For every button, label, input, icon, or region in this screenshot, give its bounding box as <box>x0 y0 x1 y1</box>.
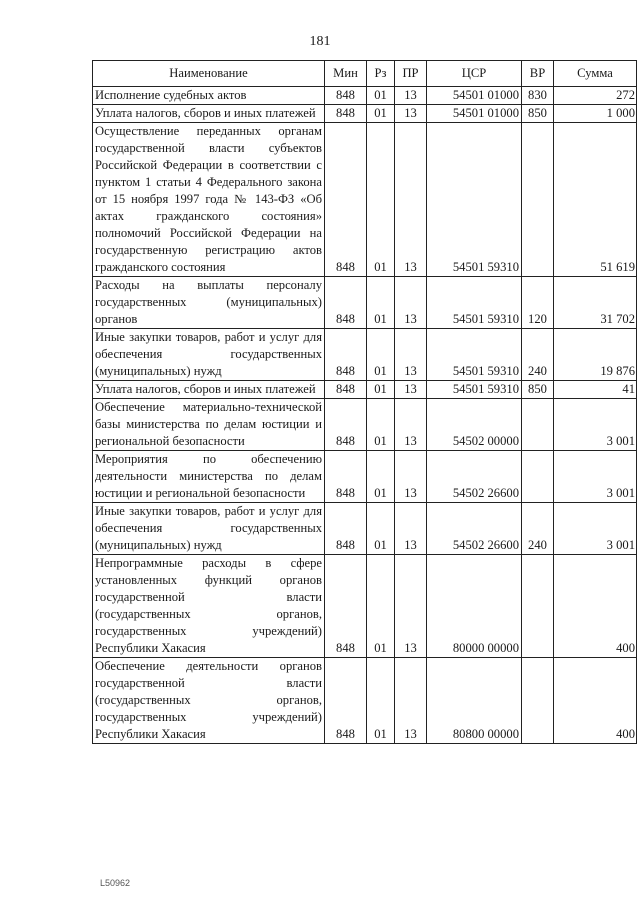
cell-sum: 400 <box>554 555 637 658</box>
cell-name: Обеспечение деятельности органов государственной власти (государственных органов, государственных учреждений) Республики Хакасия <box>93 658 325 744</box>
cell-min: 848 <box>325 555 367 658</box>
cell-sum: 3 001 <box>554 399 637 451</box>
header-name: Наименование <box>93 61 325 87</box>
cell-sum: 3 001 <box>554 503 637 555</box>
page-number: 181 <box>309 34 331 49</box>
cell-vr: 830 <box>522 87 554 105</box>
cell-sum: 51 619 <box>554 123 637 277</box>
cell-sum: 3 001 <box>554 451 637 503</box>
cell-vr <box>522 123 554 277</box>
cell-name: Обеспечение материально-технической базы министерства по делам юстиции и региональной безопасности <box>93 399 325 451</box>
cell-csr: 54501 59310 <box>427 277 522 329</box>
cell-rz: 01 <box>367 277 395 329</box>
table-row <box>93 123 637 277</box>
cell-name: Осуществление переданных органам государственной власти субъектов Российской Федерации в соответствии с пунктом 1 статьи 4 Федерального закона от 15 ноября 1997 года № 143-ФЗ «Об актах гражданского состояния» полномочий Российской Федерации на государственную регистрацию актов гражданского состояния <box>93 123 325 277</box>
cell-rz: 01 <box>367 381 395 399</box>
cell-name: Уплата налогов, сборов и иных платежей <box>93 105 325 123</box>
table-row <box>93 87 637 105</box>
cell-csr: 54502 26600 <box>427 503 522 555</box>
header-csr: ЦСР <box>427 61 522 87</box>
table-row <box>93 451 637 503</box>
header-sum: Сумма <box>554 61 637 87</box>
cell-pr: 13 <box>395 658 427 744</box>
cell-pr: 13 <box>395 555 427 658</box>
table-body <box>93 87 637 744</box>
cell-min: 848 <box>325 329 367 381</box>
cell-min: 848 <box>325 399 367 451</box>
cell-csr: 80800 00000 <box>427 658 522 744</box>
header-pr: ПР <box>395 61 427 87</box>
cell-pr: 13 <box>395 451 427 503</box>
cell-sum: 1 000 <box>554 105 637 123</box>
cell-pr: 13 <box>395 399 427 451</box>
cell-pr: 13 <box>395 105 427 123</box>
cell-csr: 54501 59310 <box>427 381 522 399</box>
cell-sum: 400 <box>554 658 637 744</box>
cell-vr <box>522 399 554 451</box>
cell-pr: 13 <box>395 503 427 555</box>
cell-min: 848 <box>325 381 367 399</box>
cell-vr: 850 <box>522 381 554 399</box>
cell-vr <box>522 555 554 658</box>
cell-min: 848 <box>325 658 367 744</box>
cell-vr: 850 <box>522 105 554 123</box>
table-row <box>93 658 637 744</box>
cell-csr: 54501 59310 <box>427 123 522 277</box>
cell-name: Уплата налогов, сборов и иных платежей <box>93 381 325 399</box>
header-min: Мин <box>325 61 367 87</box>
cell-min: 848 <box>325 105 367 123</box>
cell-pr: 13 <box>395 277 427 329</box>
cell-vr: 120 <box>522 277 554 329</box>
cell-pr: 13 <box>395 381 427 399</box>
table-row <box>93 105 637 123</box>
cell-vr <box>522 658 554 744</box>
cell-rz: 01 <box>367 399 395 451</box>
cell-pr: 13 <box>395 123 427 277</box>
cell-csr: 80000 00000 <box>427 555 522 658</box>
cell-csr: 54501 01000 <box>427 87 522 105</box>
cell-vr: 240 <box>522 503 554 555</box>
table-row <box>93 399 637 451</box>
cell-sum: 41 <box>554 381 637 399</box>
header-vr: ВР <box>522 61 554 87</box>
table-row <box>93 277 637 329</box>
cell-rz: 01 <box>367 555 395 658</box>
cell-min: 848 <box>325 503 367 555</box>
footer-code: L50962 <box>100 878 131 888</box>
cell-rz: 01 <box>367 658 395 744</box>
cell-csr: 54502 26600 <box>427 451 522 503</box>
cell-pr: 13 <box>395 329 427 381</box>
cell-name: Расходы на выплаты персоналу государственных (муниципальных) органов <box>93 277 325 329</box>
cell-rz: 01 <box>367 123 395 277</box>
header-rz: Рз <box>367 61 395 87</box>
cell-name: Иные закупки товаров, работ и услуг для обеспечения государственных (муниципальных) нужд <box>93 329 325 381</box>
table-header-row <box>93 61 637 87</box>
cell-rz: 01 <box>367 105 395 123</box>
table-row <box>93 381 637 399</box>
cell-rz: 01 <box>367 87 395 105</box>
cell-csr: 54502 00000 <box>427 399 522 451</box>
cell-min: 848 <box>325 277 367 329</box>
cell-name: Непрограммные расходы в сфере установленных функций органов государственной власти (государственных органов, государственных учреждений) Республики Хакасия <box>93 555 325 658</box>
cell-min: 848 <box>325 123 367 277</box>
table-row <box>93 329 637 381</box>
table-row <box>93 555 637 658</box>
cell-rz: 01 <box>367 503 395 555</box>
cell-sum: 272 <box>554 87 637 105</box>
cell-pr: 13 <box>395 87 427 105</box>
budget-table <box>92 60 637 744</box>
cell-sum: 31 702 <box>554 277 637 329</box>
cell-rz: 01 <box>367 329 395 381</box>
cell-name: Исполнение судебных актов <box>93 87 325 105</box>
cell-rz: 01 <box>367 451 395 503</box>
cell-csr: 54501 01000 <box>427 105 522 123</box>
cell-vr: 240 <box>522 329 554 381</box>
cell-csr: 54501 59310 <box>427 329 522 381</box>
cell-vr <box>522 451 554 503</box>
cell-min: 848 <box>325 451 367 503</box>
cell-min: 848 <box>325 87 367 105</box>
cell-sum: 19 876 <box>554 329 637 381</box>
table-row <box>93 503 637 555</box>
cell-name: Иные закупки товаров, работ и услуг для обеспечения государственных (муниципальных) нужд <box>93 503 325 555</box>
cell-name: Мероприятия по обеспечению деятельности министерства по делам юстиции и региональной безопасности <box>93 451 325 503</box>
